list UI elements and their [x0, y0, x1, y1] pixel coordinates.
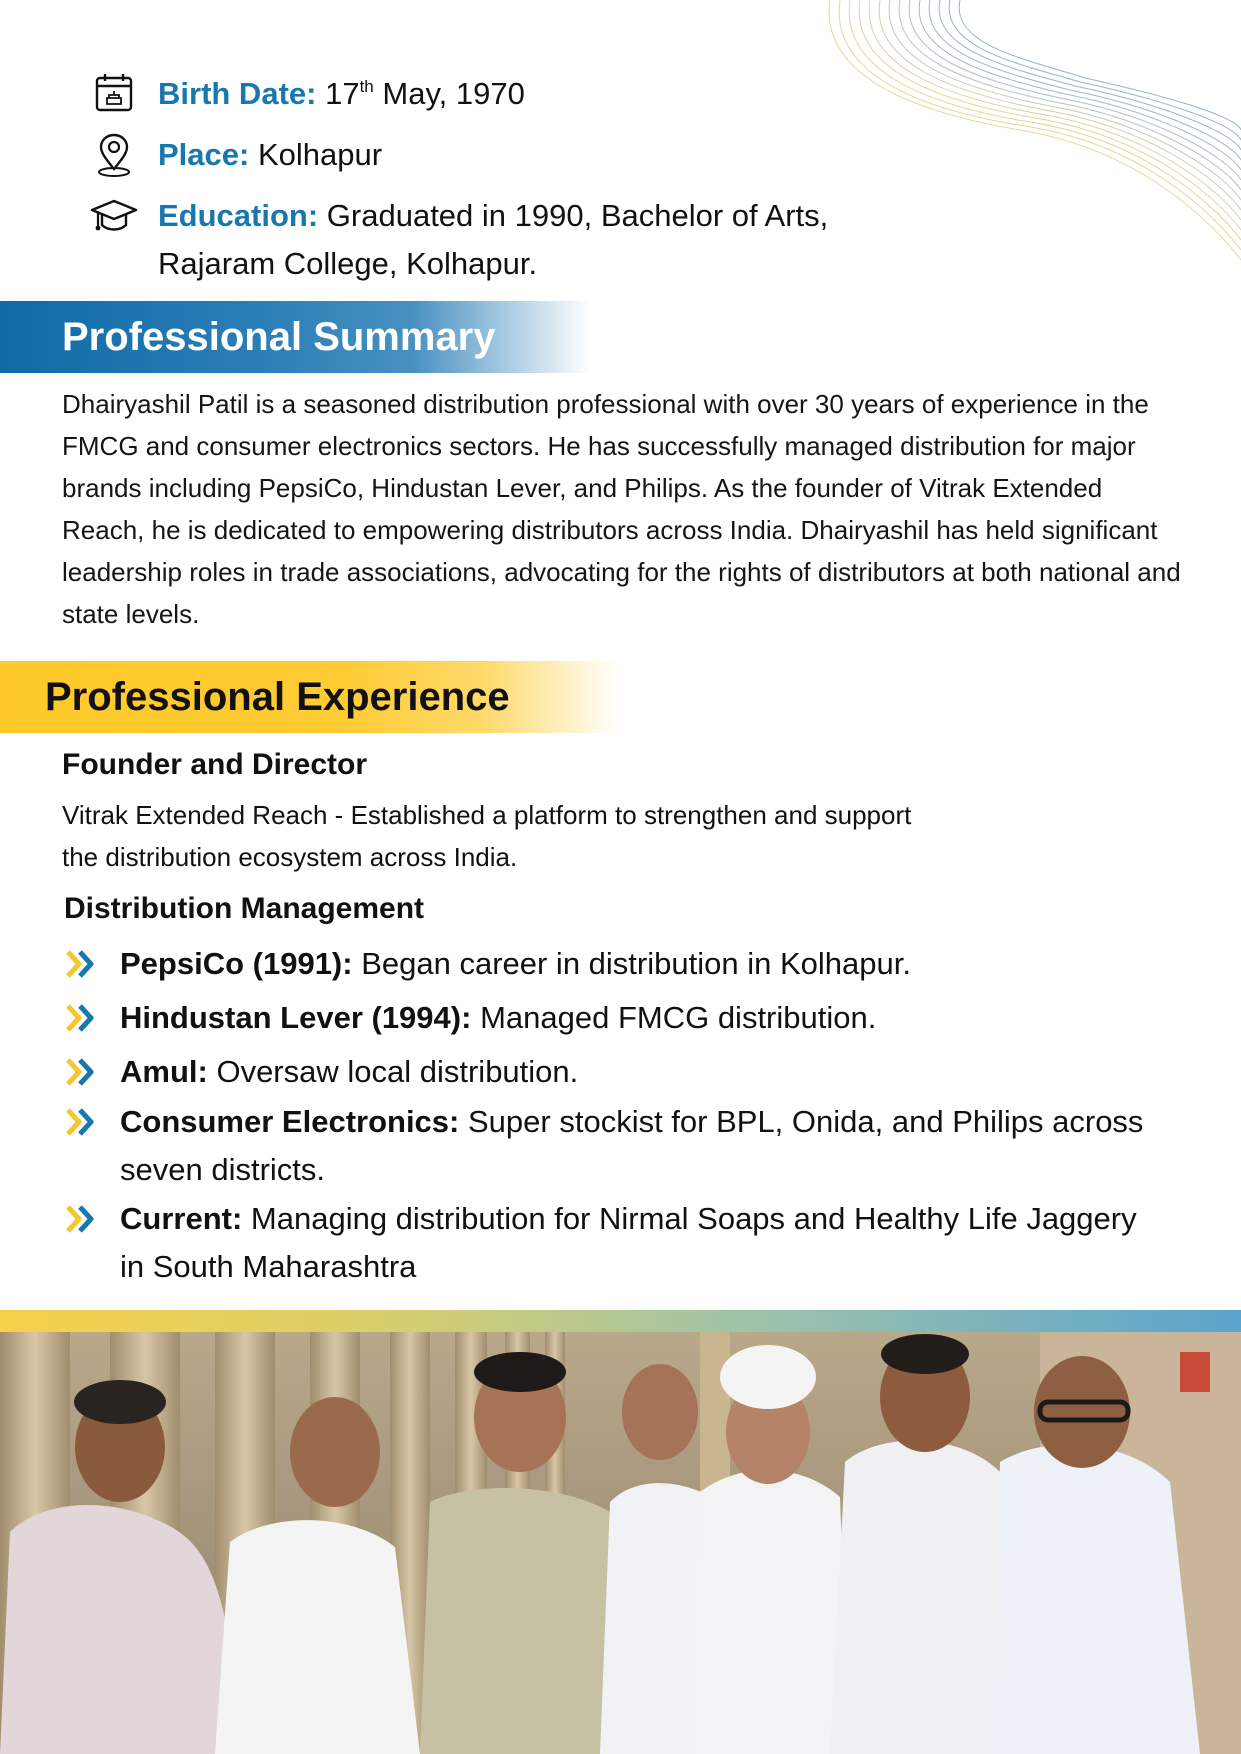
experience-item-label: Current: [120, 1201, 243, 1236]
professional-summary-text: Dhairyashil Patil is a seasoned distribution professional with over 30 years of experience in the FMCG and consumer electronics sectors. He has successfully managed distribution for major brands including PepsiCo, Hindustan Lever, and Philips. As the founder of Vitrak Extended Reach, he is dedicated to empowering distributors across India. Dhairyashil has held significant leadership roles in trade associations, advocating for the rights of distributors at both national and state levels. [62, 389, 1181, 629]
experience-item-text: Oversaw local distribution. [216, 1054, 579, 1089]
experience-item-text: Super stockist for BPL, Onida, and Philips across seven districts. [120, 1104, 1144, 1187]
professional-summary-heading: Professional Summary [62, 314, 496, 359]
experience-item-label: PepsiCo (1991): [120, 946, 353, 981]
role-description [62, 794, 1062, 878]
experience-item-label: Consumer Electronics: [120, 1104, 460, 1139]
double-chevron-icon [64, 1107, 100, 1137]
place-text [158, 131, 382, 179]
list-item [62, 940, 1150, 988]
list-item [62, 1195, 1150, 1291]
professional-experience-heading: Professional Experience [45, 674, 510, 719]
education-line-2: Rajaram College, Kolhapur. [158, 246, 538, 281]
graduation-cap-icon [90, 192, 138, 240]
list-item [62, 994, 1150, 1042]
double-chevron-icon [64, 949, 100, 979]
experience-item-text: Managed FMCG distribution. [480, 1000, 877, 1035]
professional-experience-header [0, 661, 620, 733]
double-chevron-icon [64, 1204, 100, 1234]
experience-item-label: Amul: [120, 1054, 208, 1089]
location-pin-icon [90, 131, 138, 179]
list-item [62, 1048, 1150, 1096]
education-line-1: Graduated in 1990, Bachelor of Arts, [326, 198, 829, 233]
experience-item-text: Managing distribution for Nirmal Soaps and Healthy Life Jaggery in South Maharashtra [120, 1201, 1137, 1284]
experience-item-text: Began career in distribution in Kolhapur. [361, 946, 911, 981]
gradient-divider [0, 1310, 1241, 1332]
decorative-wave-lines [820, 0, 1241, 290]
birth-day: 17 [325, 76, 360, 111]
place-value: Kolhapur [257, 137, 383, 172]
role-description-line-2: the distribution ecosystem across India. [62, 842, 518, 872]
birth-date-label: Birth Date: [158, 76, 317, 111]
list-item [62, 1098, 1150, 1194]
calendar-icon [90, 70, 138, 118]
birth-date-row [90, 70, 525, 118]
place-label: Place: [158, 137, 250, 172]
education-label: Education: [158, 198, 319, 233]
group-photo [0, 1332, 1241, 1754]
role-title: Founder and Director [62, 748, 368, 781]
birth-date-text [158, 70, 525, 118]
place-row [90, 131, 382, 179]
double-chevron-icon [64, 1057, 100, 1087]
education-row [90, 192, 828, 288]
birth-day-suffix: th [359, 77, 374, 96]
birth-month-year: May, 1970 [382, 76, 525, 111]
education-text [158, 192, 828, 288]
professional-summary-header [0, 301, 590, 373]
distribution-management-heading: Distribution Management [64, 892, 425, 925]
experience-item-label: Hindustan Lever (1994): [120, 1000, 472, 1035]
role-description-line-1: Vitrak Extended Reach - Established a platform to strengthen and support [62, 800, 912, 830]
double-chevron-icon [64, 1003, 100, 1033]
